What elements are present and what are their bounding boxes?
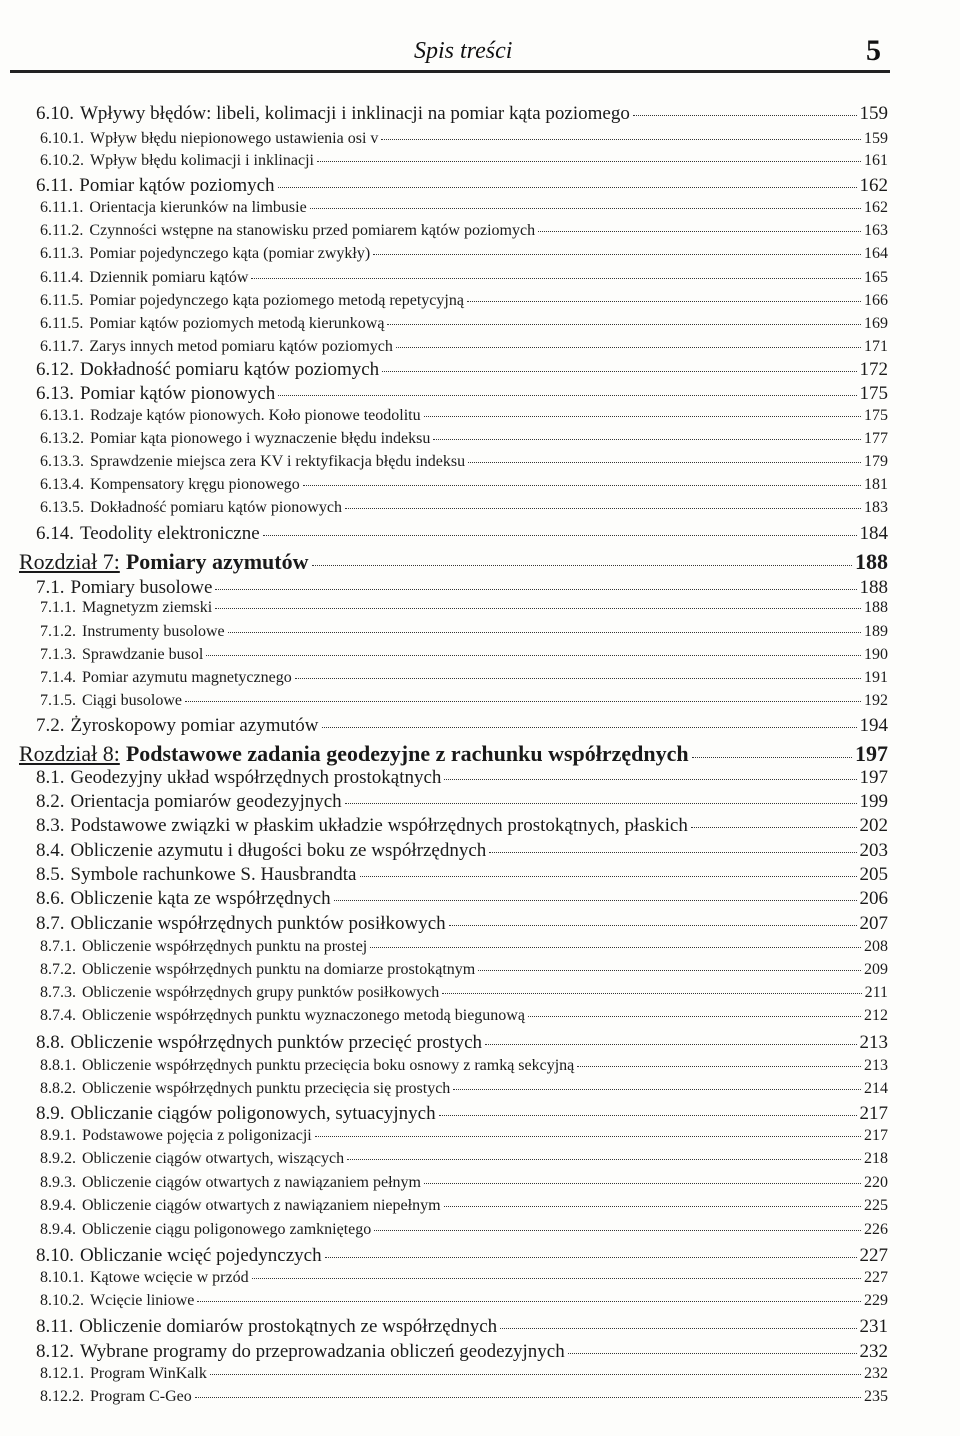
entry-number: 8.12.1. — [40, 1365, 84, 1382]
dot-leader — [195, 1397, 861, 1398]
entry-page-number: 203 — [859, 840, 888, 861]
entry-page-number: 159 — [864, 130, 888, 147]
entry-page-number: 211 — [864, 984, 888, 1001]
entry-title: Dziennik pomiaru kątów — [89, 269, 249, 286]
dot-leader — [468, 462, 861, 463]
dot-leader — [453, 1089, 861, 1090]
entry-page-number: 199 — [859, 791, 888, 812]
entry-number: 7.1.1. — [40, 599, 76, 616]
dot-leader — [381, 139, 861, 140]
entry-title: Obliczanie ciągów poligonowych, sytuacyjnych — [70, 1103, 436, 1124]
entry-title: Obliczenie azymutu i długości boku ze współrzędnych — [70, 840, 487, 861]
toc-entry — [40, 1269, 888, 1287]
entry-page-number: 207 — [859, 913, 888, 934]
dot-leader — [228, 632, 861, 633]
dot-leader — [278, 187, 857, 188]
toc-entry — [40, 1174, 888, 1192]
dot-leader — [251, 278, 861, 279]
entry-number: 6.13.4. — [40, 476, 84, 493]
entry-page-number: 194 — [859, 715, 888, 736]
entry-page-number: 162 — [864, 199, 888, 216]
toc-entry — [36, 175, 888, 197]
dot-leader — [312, 565, 853, 566]
entry-page-number: 229 — [864, 1292, 888, 1309]
entry-page-number: 214 — [864, 1080, 888, 1097]
entry-title: Orientacja pomiarów geodezyjnych — [70, 791, 342, 812]
toc-entry — [36, 1245, 888, 1267]
toc-entry — [40, 338, 888, 356]
entry-number: 7.1. — [36, 577, 65, 598]
toc-entry — [40, 669, 888, 687]
toc-entry — [36, 815, 888, 837]
toc-entry — [40, 292, 888, 310]
dot-leader — [345, 803, 857, 804]
entry-title: Instrumenty busolowe — [82, 623, 225, 640]
header-rule — [10, 70, 890, 73]
entry-number: 7.2. — [36, 715, 65, 736]
dot-leader — [345, 508, 861, 509]
dot-leader — [442, 993, 861, 994]
toc-entry — [40, 1057, 888, 1075]
dot-leader — [444, 1206, 861, 1207]
entry-number: 6.11. — [36, 175, 74, 196]
dot-leader — [310, 208, 861, 209]
entry-number: 6.12. — [36, 359, 74, 380]
dot-leader — [317, 161, 861, 162]
entry-number: 8.8. — [36, 1032, 65, 1053]
entry-title: Sprawdzanie busol — [82, 646, 204, 663]
dot-leader — [373, 254, 861, 255]
entry-number: Rozdział 8: — [19, 741, 120, 766]
entry-title: Teodolity elektroniczne — [80, 523, 260, 544]
entry-title: Obliczenie domiarów prostokątnych ze współrzędnych — [79, 1316, 498, 1337]
entry-title: Symbole rachunkowe S. Hausbrandta — [70, 864, 357, 885]
toc-entry — [40, 984, 888, 1002]
entry-title: Rodzaje kątów pionowych. Koło pionowe teodolitu — [90, 407, 421, 424]
entry-number: 6.11.4. — [40, 269, 84, 286]
dot-leader — [215, 608, 861, 609]
toc-entry — [40, 152, 888, 170]
entry-page-number: 188 — [855, 549, 888, 574]
entry-number: 8.10.2. — [40, 1292, 84, 1309]
toc-entry — [40, 646, 888, 664]
toc-chapter-entry — [19, 549, 888, 575]
dot-leader — [210, 1374, 861, 1375]
entry-number: 6.13.3. — [40, 453, 84, 470]
entry-number: 7.1.3. — [40, 646, 76, 663]
entry-page-number: 172 — [859, 359, 888, 380]
entry-number: 8.8.2. — [40, 1080, 76, 1097]
toc-entry — [40, 269, 888, 287]
entry-number: 6.11.7. — [40, 338, 84, 355]
entry-page-number: 162 — [859, 175, 888, 196]
entry-page-number: 183 — [864, 499, 888, 516]
entry-title: Obliczenie ciągów otwartych z nawiązaniem pełnym — [82, 1174, 421, 1191]
entry-number: 6.10.2. — [40, 152, 84, 169]
entry-page-number: 169 — [864, 315, 888, 332]
toc-entry — [36, 103, 888, 125]
entry-number: 7.1.4. — [40, 669, 76, 686]
toc-entry — [40, 222, 888, 240]
toc-entry — [40, 938, 888, 956]
dot-leader — [577, 1066, 861, 1067]
entry-number: 6.13. — [36, 383, 74, 404]
entry-page-number: 213 — [864, 1057, 888, 1074]
entry-title: Pomiar pojedynczego kąta poziomego metodą repetycyjną — [89, 292, 464, 309]
entry-title: Pomiary azymutów — [125, 549, 309, 574]
dot-leader — [449, 925, 857, 926]
entry-number: 8.9.2. — [40, 1150, 76, 1167]
dot-leader — [692, 757, 852, 758]
entry-number: 8.12.2. — [40, 1388, 84, 1405]
entry-title: Obliczenie ciągów otwartych, wiszących — [82, 1150, 345, 1167]
toc-entry — [40, 499, 888, 517]
entry-number: 6.10.1. — [40, 130, 84, 147]
toc-entry — [40, 1080, 888, 1098]
entry-page-number: 164 — [864, 245, 888, 262]
entry-page-number: 235 — [864, 1388, 888, 1405]
entry-title: Ciągi busolowe — [82, 692, 182, 709]
dot-leader — [538, 231, 861, 232]
entry-title: Kompensatory kręgu pionowego — [90, 476, 300, 493]
entry-page-number: 165 — [864, 269, 888, 286]
toc-entry — [36, 523, 888, 545]
dot-leader — [500, 1328, 856, 1329]
toc-entry — [36, 864, 888, 886]
entry-title: Pomiar kątów pionowych — [80, 383, 276, 404]
toc-entry — [36, 577, 888, 599]
entry-number: 8.5. — [36, 864, 65, 885]
entry-title: Geodezyjny układ współrzędnych prostokątnych — [70, 767, 442, 788]
dot-leader — [485, 1044, 856, 1045]
entry-page-number: 226 — [864, 1221, 888, 1238]
entry-page-number: 206 — [859, 888, 888, 909]
entry-page-number: 192 — [864, 692, 888, 709]
entry-title: Program WinKalk — [90, 1365, 207, 1382]
toc-entry — [36, 888, 888, 910]
entry-title: Obliczenie ciągu poligonowego zamkniętego — [82, 1221, 372, 1238]
dot-leader — [444, 779, 856, 780]
entry-number: 8.9.4. — [40, 1197, 76, 1214]
entry-title: Obliczenie współrzędnych punktu przecięcia boku osnowy z ramką sekcyjną — [82, 1057, 575, 1074]
entry-number: 8.11. — [36, 1316, 74, 1337]
toc-entry — [40, 407, 888, 425]
entry-title: Pomiar kąta pionowego i wyznaczenie błędu indeksu — [90, 430, 431, 447]
entry-title: Wcięcie liniowe — [90, 1292, 195, 1309]
entry-number: 8.9.3. — [40, 1174, 76, 1191]
page-header — [10, 30, 890, 74]
dot-leader — [478, 970, 861, 971]
entry-title: Wybrane programy do przeprowadzania obliczeń geodezyjnych — [80, 1341, 565, 1362]
toc-entry — [36, 840, 888, 862]
entry-title: Dokładność pomiaru kątów poziomych — [80, 359, 380, 380]
entry-number: 8.12. — [36, 1341, 74, 1362]
dot-leader — [263, 535, 857, 536]
entry-title: Sprawdzenie miejsca zera KV i rektyfikacja błędu indeksu — [90, 453, 466, 470]
toc-entry — [36, 1032, 888, 1054]
entry-title: Obliczenie współrzędnych punktu przecięcia się prostych — [82, 1080, 451, 1097]
entry-number: 8.9. — [36, 1103, 65, 1124]
dot-leader — [528, 1016, 861, 1017]
entry-page-number: 220 — [864, 1174, 888, 1191]
entry-number: 8.7.2. — [40, 961, 76, 978]
entry-title: Obliczenie współrzędnych punktu wyznaczonego metodą biegunową — [82, 1007, 525, 1024]
toc-entry — [40, 199, 888, 217]
dot-leader — [467, 301, 861, 302]
toc-entry — [40, 599, 888, 617]
entry-number: 8.10.1. — [40, 1269, 84, 1286]
entry-title: Pomiar azymutu magnetycznego — [82, 669, 292, 686]
running-title: Spis treści — [414, 38, 513, 64]
entry-title: Podstawowe związki w płaskim układzie współrzędnych prostokątnych, płaskich — [70, 815, 688, 836]
dot-leader — [424, 1183, 861, 1184]
entry-number: 8.7. — [36, 913, 65, 934]
dot-leader — [360, 876, 857, 877]
page-number: 5 — [866, 34, 881, 67]
entry-number: 6.14. — [36, 523, 74, 544]
entry-title: Obliczanie wcięć pojedynczych — [80, 1245, 322, 1266]
dot-leader — [252, 1278, 861, 1279]
entry-page-number: 159 — [859, 103, 888, 124]
entry-title: Pomiary busolowe — [70, 577, 213, 598]
entry-title: Obliczenie współrzędnych punktów przecięć prostych — [70, 1032, 483, 1053]
entry-page-number: 225 — [864, 1197, 888, 1214]
entry-page-number: 217 — [864, 1127, 888, 1144]
dot-leader — [370, 947, 861, 948]
dot-leader — [387, 324, 861, 325]
entry-number: 6.11.1. — [40, 199, 84, 216]
entry-number: 6.11.2. — [40, 222, 84, 239]
toc-entry — [36, 791, 888, 813]
dot-leader — [303, 485, 861, 486]
entry-title: Podstawowe pojęcia z poligonizacji — [82, 1127, 312, 1144]
toc-entry — [40, 476, 888, 494]
entry-page-number: 197 — [859, 767, 888, 788]
entry-page-number: 188 — [864, 599, 888, 616]
entry-number: 8.9.4. — [40, 1221, 76, 1238]
entry-title: Magnetyzm ziemski — [82, 599, 213, 616]
entry-page-number: 177 — [864, 430, 888, 447]
dot-leader — [206, 655, 861, 656]
entry-number: 6.11.3. — [40, 245, 84, 262]
dot-leader — [433, 439, 861, 440]
toc-entry — [40, 1221, 888, 1239]
entry-title: Obliczenie współrzędnych punktu na prostej — [82, 938, 368, 955]
entry-page-number: 191 — [864, 669, 888, 686]
entry-page-number: 184 — [859, 523, 888, 544]
dot-leader — [568, 1353, 857, 1354]
toc-entry — [36, 715, 888, 737]
entry-page-number: 202 — [859, 815, 888, 836]
entry-number: 7.1.5. — [40, 692, 76, 709]
entry-page-number: 213 — [859, 1032, 888, 1053]
toc-entry — [40, 1127, 888, 1145]
entry-number: 8.7.3. — [40, 984, 76, 1001]
entry-number: 8.9.1. — [40, 1127, 76, 1144]
entry-number: 8.1. — [36, 767, 65, 788]
entry-title: Obliczenie kąta ze współrzędnych — [70, 888, 331, 909]
entry-page-number: 181 — [864, 476, 888, 493]
toc-entry — [40, 430, 888, 448]
toc-entry — [40, 1365, 888, 1383]
toc-entry — [40, 1388, 888, 1406]
entry-page-number: 190 — [864, 646, 888, 663]
entry-number: 6.13.1. — [40, 407, 84, 424]
entry-title: Program C-Geo — [90, 1388, 192, 1405]
dot-leader — [322, 727, 857, 728]
entry-page-number: 231 — [859, 1316, 888, 1337]
entry-page-number: 197 — [855, 741, 888, 766]
toc-entry — [40, 245, 888, 263]
toc-entry — [40, 961, 888, 979]
entry-page-number: 209 — [864, 961, 888, 978]
dot-leader — [424, 416, 861, 417]
entry-page-number: 212 — [864, 1007, 888, 1024]
entry-number: 6.11.5. — [40, 315, 84, 332]
dot-leader — [197, 1301, 861, 1302]
entry-title: Wpływ błędu kolimacji i inklinacji — [90, 152, 314, 169]
entry-title: Dokładność pomiaru kątów pionowych — [90, 499, 342, 516]
entry-page-number: 208 — [864, 938, 888, 955]
toc-entry — [40, 1150, 888, 1168]
entry-title: Pomiar pojedynczego kąta (pomiar zwykły) — [89, 245, 371, 262]
dot-leader — [439, 1115, 857, 1116]
dot-leader — [396, 347, 861, 348]
entry-page-number: 188 — [859, 577, 888, 598]
entry-number: 8.8.1. — [40, 1057, 76, 1074]
entry-number: Rozdział 7: — [19, 549, 120, 574]
entry-page-number: 189 — [864, 623, 888, 640]
entry-title: Pomiar kątów poziomych — [79, 175, 275, 196]
toc-entry — [36, 1316, 888, 1338]
entry-number: 8.3. — [36, 815, 65, 836]
entry-number: 6.13.2. — [40, 430, 84, 447]
entry-title: Podstawowe zadania geodezyjne z rachunku współrzędnych — [125, 741, 689, 766]
dot-leader — [347, 1159, 861, 1160]
entry-page-number: 161 — [864, 152, 888, 169]
dot-leader — [633, 115, 857, 116]
toc-entry — [40, 1007, 888, 1025]
entry-page-number: 163 — [864, 222, 888, 239]
toc-entry — [40, 623, 888, 641]
entry-page-number: 166 — [864, 292, 888, 309]
entry-page-number: 179 — [864, 453, 888, 470]
dot-leader — [278, 395, 856, 396]
dot-leader — [315, 1136, 861, 1137]
dot-leader — [185, 701, 861, 702]
entry-title: Obliczenie ciągów otwartych z nawiązaniem niepełnym — [82, 1197, 441, 1214]
entry-title: Obliczanie współrzędnych punktów posiłkowych — [70, 913, 446, 934]
entry-number: 8.7.1. — [40, 938, 76, 955]
entry-number: 8.6. — [36, 888, 65, 909]
entry-title: Żyroskopowy pomiar azymutów — [70, 715, 319, 736]
toc-entry — [40, 1197, 888, 1215]
dot-leader — [325, 1257, 857, 1258]
toc-entry — [40, 315, 888, 333]
toc-entry — [36, 1341, 888, 1363]
entry-number: 7.1.2. — [40, 623, 76, 640]
toc-chapter-entry — [19, 741, 888, 767]
entry-number: 6.11.5. — [40, 292, 84, 309]
entry-number: 8.7.4. — [40, 1007, 76, 1024]
toc-entry — [40, 1292, 888, 1310]
entry-page-number: 205 — [859, 864, 888, 885]
toc-entry — [36, 767, 888, 789]
entry-title: Obliczenie współrzędnych punktu na domiarze prostokątnym — [82, 961, 476, 978]
entry-page-number: 232 — [864, 1365, 888, 1382]
dot-leader — [691, 827, 857, 828]
entry-number: 8.10. — [36, 1245, 74, 1266]
toc-entry — [36, 1103, 888, 1125]
entry-number: 6.10. — [36, 103, 74, 124]
entry-page-number: 175 — [859, 383, 888, 404]
dot-leader — [215, 589, 856, 590]
toc-entry — [36, 913, 888, 935]
entry-title: Kątowe wcięcie w przód — [90, 1269, 249, 1286]
entry-title: Obliczenie współrzędnych grupy punktów posiłkowych — [82, 984, 440, 1001]
entry-title: Orientacja kierunków na limbusie — [89, 199, 307, 216]
dot-leader — [382, 371, 856, 372]
entry-title: Pomiar kątów poziomych metodą kierunkową — [89, 315, 385, 332]
toc-entry — [36, 383, 888, 405]
entry-page-number: 227 — [859, 1245, 888, 1266]
entry-title: Czynności wstępne na stanowisku przed pomiarem kątów poziomych — [89, 222, 536, 239]
entry-page-number: 218 — [864, 1150, 888, 1167]
entry-page-number: 232 — [859, 1341, 888, 1362]
entry-number: 8.4. — [36, 840, 65, 861]
entry-page-number: 175 — [864, 407, 888, 424]
toc-entry — [40, 692, 888, 710]
entry-page-number: 227 — [864, 1269, 888, 1286]
toc-entry — [40, 453, 888, 471]
dot-leader — [295, 678, 861, 679]
toc-entry — [40, 130, 888, 148]
entry-title: Zarys innych metod pomiaru kątów poziomych — [89, 338, 393, 355]
entry-page-number: 171 — [864, 338, 888, 355]
dot-leader — [334, 900, 857, 901]
dot-leader — [489, 852, 856, 853]
entry-page-number: 217 — [859, 1103, 888, 1124]
toc-entry — [36, 359, 888, 381]
entry-number: 6.13.5. — [40, 499, 84, 516]
entry-number: 8.2. — [36, 791, 65, 812]
entry-title: Wpływy błędów: libeli, kolimacji i inklinacji na pomiar kąta poziomego — [80, 103, 630, 124]
dot-leader — [374, 1230, 861, 1231]
entry-title: Wpływ błędu niepionowego ustawienia osi v — [90, 130, 379, 147]
